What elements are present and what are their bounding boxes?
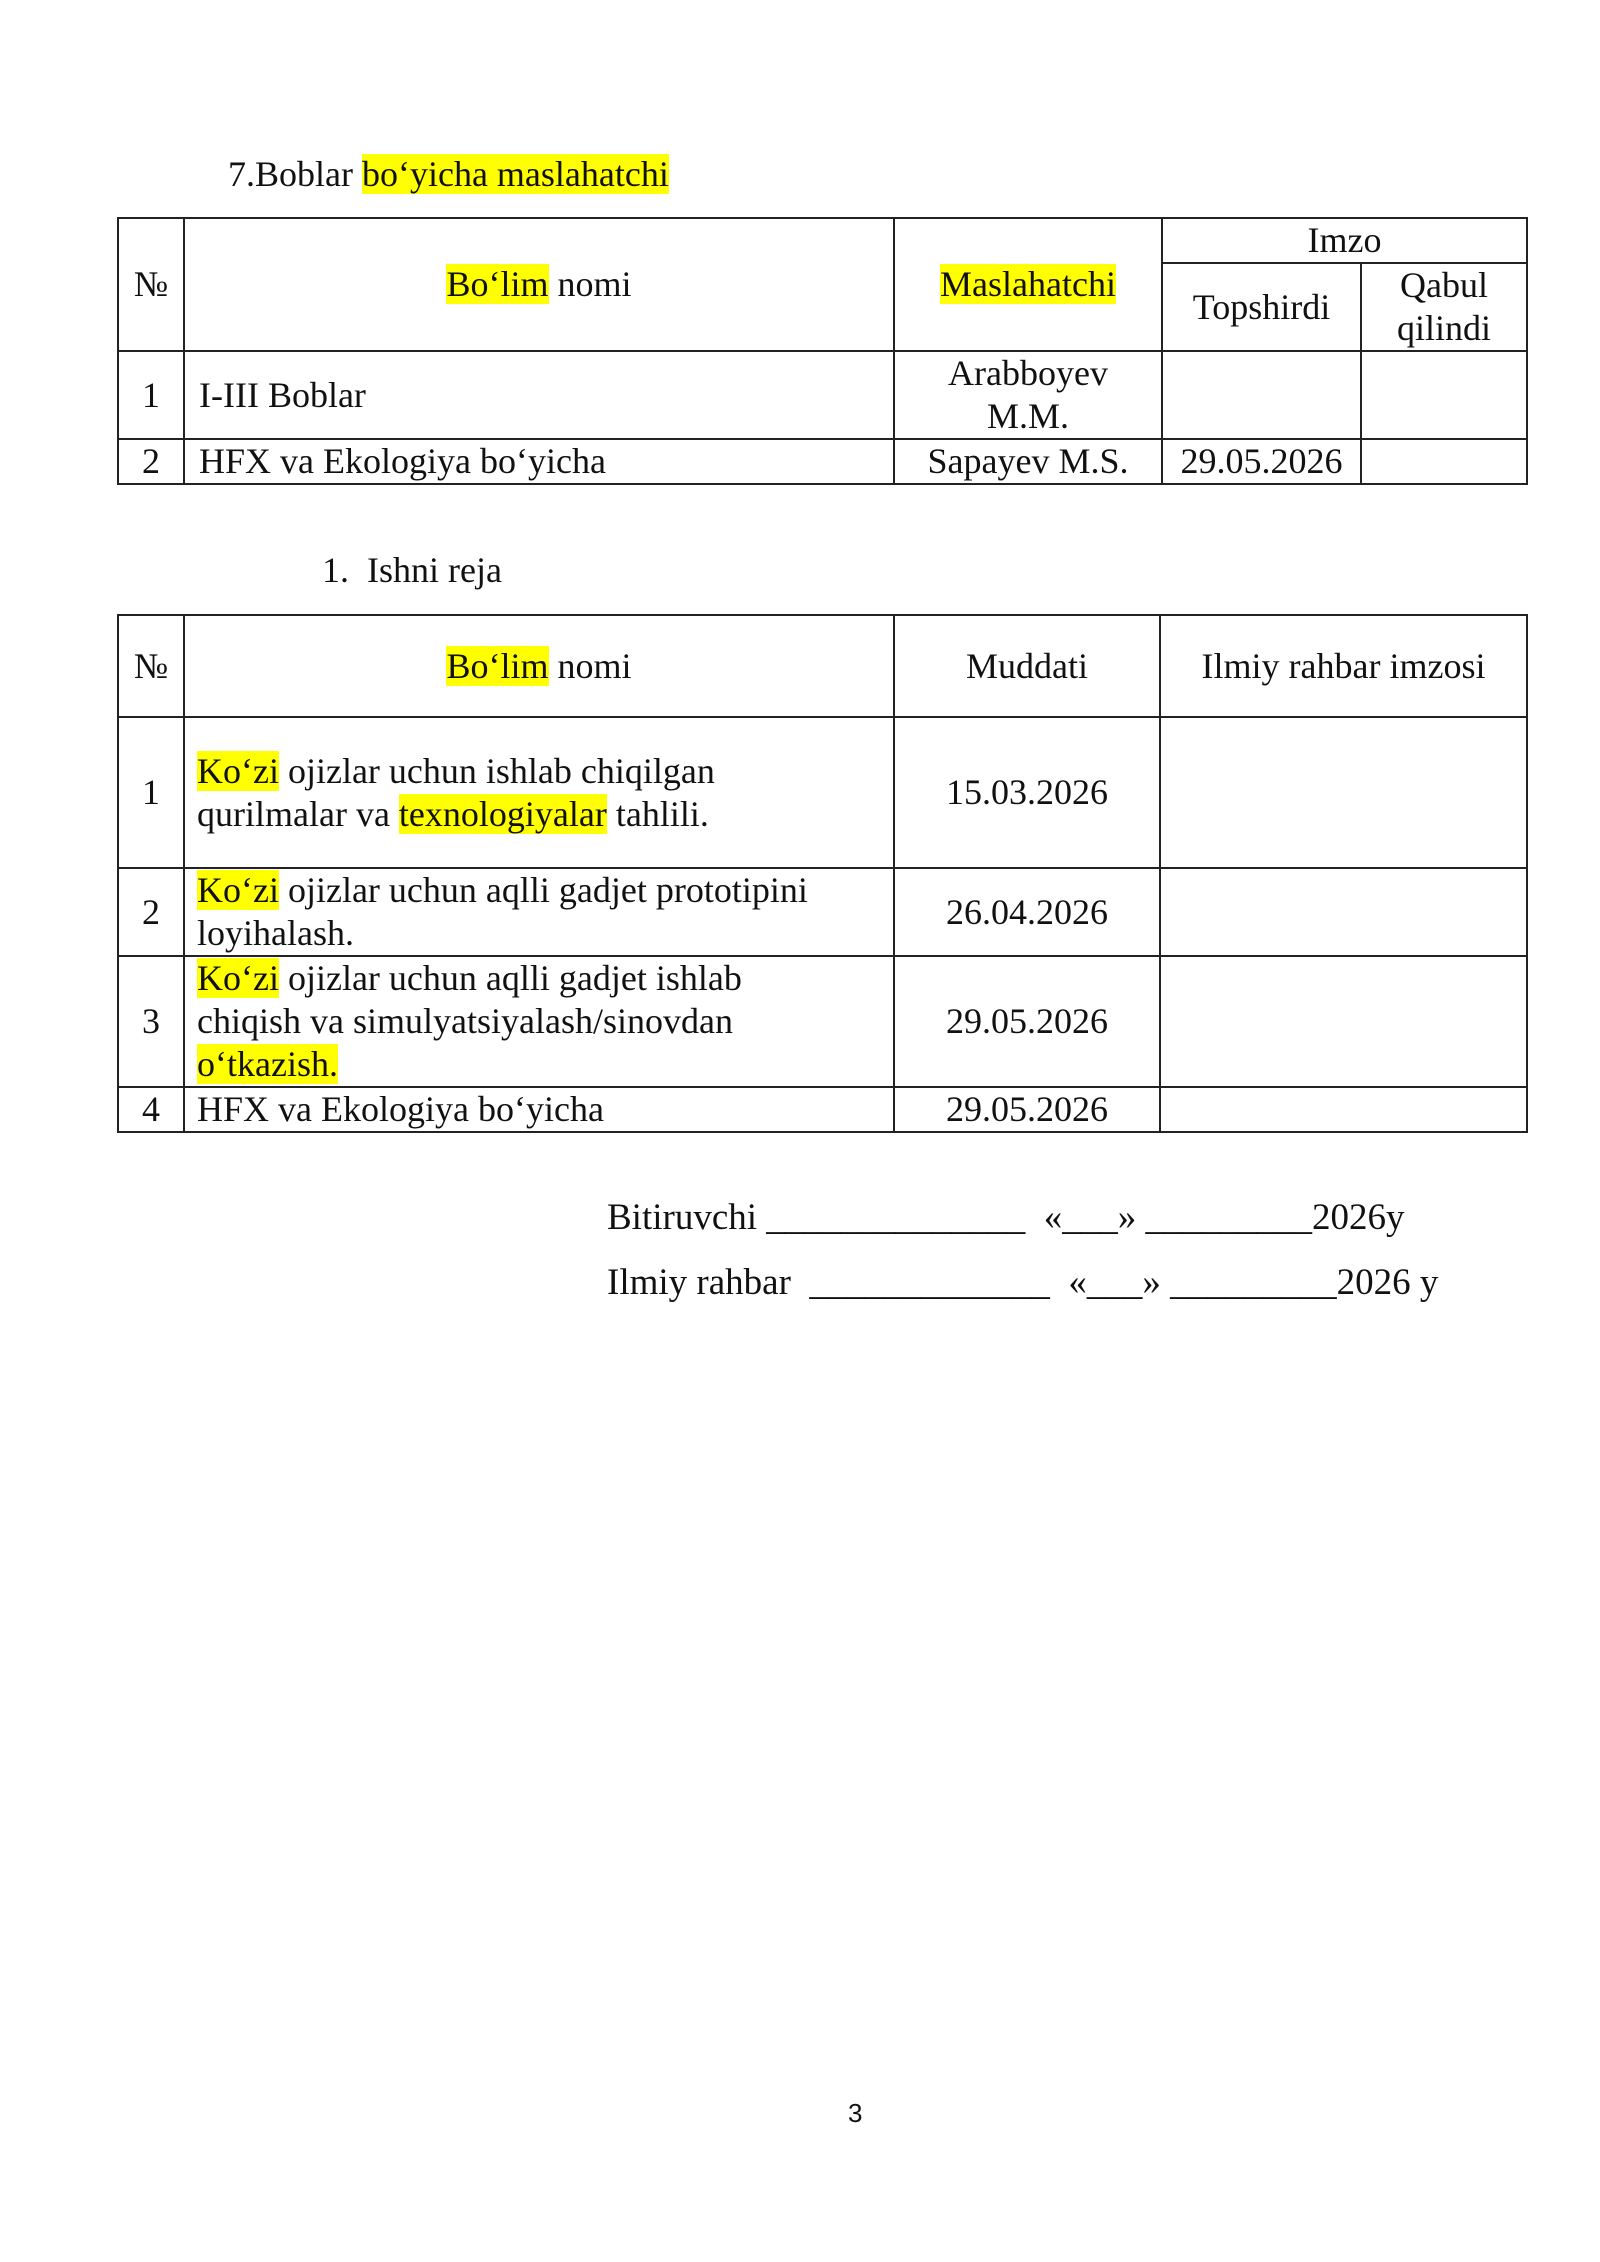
plan-row-deadline: 29.05.2026 <box>894 1087 1160 1132</box>
plan-row-highlight: texnologiyalar <box>398 793 607 834</box>
plan-row-text: tahlili. <box>606 793 709 834</box>
supervisor-signature-line <box>607 1261 1438 1305</box>
section7-title-highlight: bo‘yicha maslahatchi <box>361 154 669 194</box>
plan-heading <box>322 548 502 592</box>
header-advisor-label: Maslahatchi <box>940 264 1116 304</box>
row-advisor: Arabboyev M.M. <box>894 351 1162 439</box>
plan-row-section-name: HFX va Ekologiya bo‘yicha <box>184 1087 894 1132</box>
plan-row-signature <box>1160 868 1527 956</box>
table-row <box>118 868 1527 956</box>
header-accepted: Qabul qilindi <box>1361 263 1527 351</box>
table-row <box>118 956 1527 1087</box>
graduate-signature-line <box>607 1196 1405 1240</box>
plan-row-text: ojizlar uchun aqlli gadjet prototipini loyihalash. <box>197 870 808 953</box>
plan-row-no: 3 <box>118 956 184 1087</box>
plan-row-deadline: 15.03.2026 <box>894 717 1160 868</box>
plan-row-highlight: Ko‘zi <box>197 958 279 998</box>
plan-row-highlight: Ko‘zi <box>197 870 279 910</box>
graduate-label: Bitiruvchi <box>607 1197 758 1238</box>
plan-number: 1. <box>322 550 349 590</box>
plan-header-section-name <box>184 615 894 717</box>
advisors-table <box>117 217 1528 485</box>
plan-row-no: 1 <box>118 717 184 868</box>
row-no: 2 <box>118 439 184 484</box>
header-section-name-rest: nomi <box>548 264 632 304</box>
header-signature: Imzo <box>1162 218 1527 263</box>
row-advisor: Sapayev M.S. <box>894 439 1162 484</box>
plan-row-signature <box>1160 1087 1527 1132</box>
row-submitted: 29.05.2026 <box>1162 439 1361 484</box>
plan-row-text: ojizlar uchun ishlab chiqilgan qurilmalar va <box>197 750 715 834</box>
table-row <box>118 439 1527 484</box>
plan-title: Ishni reja <box>367 550 502 590</box>
header-advisor <box>894 218 1162 351</box>
section7-number: 7. <box>228 154 255 194</box>
plan-table <box>117 614 1528 1133</box>
section7-heading <box>228 152 669 196</box>
plan-row-section-name <box>184 717 894 868</box>
header-submitted: Topshirdi <box>1162 263 1361 351</box>
section7-title-plain: Boblar <box>255 154 362 194</box>
header-section-name-highlight: Bo‘lim <box>446 264 549 304</box>
row-accepted <box>1361 439 1527 484</box>
row-submitted <box>1162 351 1361 439</box>
plan-row-deadline: 29.05.2026 <box>894 956 1160 1087</box>
supervisor-label: Ilmiy rahbar <box>607 1262 791 1303</box>
plan-header-supervisor-signature: Ilmiy rahbar imzosi <box>1160 615 1527 717</box>
plan-header-section-name-rest: nomi <box>548 645 632 686</box>
plan-header-section-name-highlight: Bo‘lim <box>446 645 549 686</box>
plan-row-highlight: Ko‘zi <box>197 750 279 791</box>
header-no: № <box>118 218 184 351</box>
row-no: 1 <box>118 351 184 439</box>
table-row <box>118 1087 1527 1132</box>
plan-row-section-name <box>184 868 894 956</box>
row-section-name: HFX va Ekologiya bo‘yicha <box>184 439 894 484</box>
row-accepted <box>1361 351 1527 439</box>
table-row <box>118 351 1527 439</box>
plan-header-deadline: Muddati <box>894 615 1160 717</box>
header-section-name <box>184 218 894 351</box>
plan-row-text: ojizlar uchun aqlli gadjet ishlab chiqish va simulyatsiyalash/sinovdan <box>197 958 742 1041</box>
graduate-blank: ______________ «___» _________2026y <box>757 1197 1405 1238</box>
plan-row-no: 2 <box>118 868 184 956</box>
plan-row-signature <box>1160 717 1527 868</box>
plan-row-no: 4 <box>118 1087 184 1132</box>
table-row <box>118 717 1527 868</box>
plan-row-highlight: o‘tkazish. <box>197 1044 338 1084</box>
plan-header-no: № <box>118 615 184 717</box>
plan-row-section-name <box>184 956 894 1087</box>
row-section-name: I-III Boblar <box>184 351 894 439</box>
plan-row-signature <box>1160 956 1527 1087</box>
supervisor-blank: _____________ «___» _________2026 y <box>790 1262 1439 1303</box>
plan-row-deadline: 26.04.2026 <box>894 868 1160 956</box>
page-number: 3 <box>848 2098 863 2128</box>
